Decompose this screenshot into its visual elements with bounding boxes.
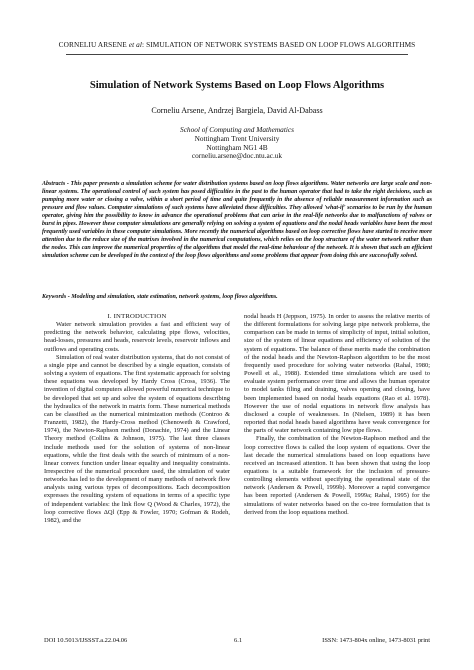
abstract-text: - This paper presents a simulation scheme for water distribution systems based on loop flows algorithms. Water networks are large scale and non-linear systems. The operational control of such system has posed difficulties in the past to the human operator that had to take the right decisions, such as pumping more water or closing a valve, within a short period of time and quite frequently in the absence of reliable measurement information such as pressure and flow values. Computer simulations of such systems have alleviated these difficulties. They allowed 'what-if' scenarios to be run by the human operator, giving him the possibility to know in advance the operational problems that can arise in the real-life networks due to malfunctions of valves or burst in pipes. However these computer simulations are generally relying on solving a system of equations and the nodal heads variables have been the most frequently used variables in these computer simulations. More recently the numerical algorithms based on loop corrective flows have started to receive more attention due to the reduce size of the matrixes involved in the numerical computations, which relies on the loop structure of the water network rather than the nodes. This can improve the numerical properties of the algorithms that model the real-time behaviour of the network. It is shown that such an efficient simulation scheme can be developed in the context of the loop flows algorithms and some problems that appear from doing this are successfully solved. — [42, 181, 432, 260]
section-heading-introduction: I. INTRODUCTION — [107, 313, 167, 320]
running-head-author: CORNELIU ARSENE — [58, 40, 129, 49]
keywords: Keywords - Modeling and simulation, state estimation, network systems, loop flows algorithms. — [42, 294, 278, 300]
footer-issn: ISSN: 1473-804x online, 1473-8031 print — [322, 637, 430, 644]
right-column — [244, 313, 430, 517]
footer-doi: DOI 10.5013/IJSSST.a.22.04.06 — [44, 637, 128, 644]
affiliation-university: Nottingham Trent University — [194, 133, 280, 143]
running-head — [0, 40, 474, 49]
affiliation-city: Nottingham NG1 4B — [206, 142, 268, 152]
paper-title: Simulation of Network Systems Based on Loop Flows Algorithms — [89, 80, 385, 91]
affiliation-school: School of Computing and Mathematics — [180, 125, 294, 134]
running-head-rest: : SIMULATION OF NETWORK SYSTEMS BASED ON LOOP FLOWS ALGORITHMS — [142, 40, 416, 49]
body-paragraph: Water network simulation provides a fast and efficient way of predicting the network behavior, calculating pipe flows, velocities, head-losses, pressures and heads, reservoir levels, reservoir inflows and outflows and operating costs. — [44, 321, 230, 353]
body-paragraph: Finally, the combination of the Newton-Raphson method and the loop corrective flows is called the loop system of equations. Over the last decade the numerical simulations based on loop equations have received an increased attention. It has been shown that using the loop equations is a suitable framework for the inclusion of pressure-controlling elements without specifying the operational state of the network (Andersen & Powell, 1999b). Moreover a rapid convergence has been reported (Andersen & Powell, 1999a; Rahal, 1995) for the simulations of water networks based on the co-tree formulation that is derived from the loop equations method. — [244, 435, 430, 516]
header-rule — [66, 54, 408, 55]
author-list: Corneliu Arsene, Andrzej Bargiela, David Al-Dabass — [151, 106, 323, 115]
body-paragraph: nodal heads H (Jeppson, 1975). In order to assess the relative merits of the different formulations for solving large pipe network problems, the comparison can be made in terms of simplicity of input, initial solution, size of the system of linear equations and efficiency of solution of the system of equations. The balance of these merits made the combination of the nodal heads and the Newton-Raphson algorithm to be the most frequently used procedure for solving water networks (Rahal, 1980; Powell et al., 1988). Extended time simulations which are used to evaluate system performance over time and allows the human operator to model tanks filing and draining, valves opening and closing, have been implemented based on nodal heads equations (Rao et al. 1978). However the use of nodal equations in network flow analysis has disclosed a couple of weaknesses. In (Nielsen, 1989) it has been reported that nodal heads based algorithms have weak convergence for the parts of water network containing low pipe flows. — [244, 313, 430, 435]
running-head-etal: et al — [128, 40, 143, 49]
abstract — [42, 180, 432, 260]
left-column — [44, 313, 230, 525]
affiliation-block — [0, 126, 474, 161]
abstract-label: Abstracts — [42, 181, 66, 187]
author-email: corneliu.arsene@doc.ntu.ac.uk — [191, 151, 283, 161]
body-paragraph: Simulation of real water distribution systems, that do not consist of a single pipe and cannot be described by a single equation, consists of solving a system of equations. The first systematic approach for solving these equations was developed by Hardy Cross (Cross, 1936). The invention of digital computers allowed powerful numerical technique to be developed that set up and solve the system of equations describing the hydraulics of the network in matrix form. These numerical methods can be classified as the numerical minimization methods (Controo & Franzetti, 1982), the Hardy-Cross method (Chenoweth & Crawford, 1974), the Newton-Raphson method (Donachie, 1974) and the Linear Theory method (Collins & Johnson, 1975). The last three classes include methods used for the solution of systems of non-linear equations, while the first deals with the search of minimum of a non-linear convex function under linear equality and inequality constraints. Irrespective of the numerical procedure used, the simulation of water networks has led to the development of many methods of network flow analysis using various types of decompositions. Each decomposition expresses the resulting system of equations in terms of a specific type of independent variables: the link flow Q (Wood & Charles, 1972), the loop corrective flows ΔQl (Epp & Fowler, 1970; Gofman & Rodeh, 1982), and the — [44, 353, 230, 524]
footer-page-number: 6.1 — [234, 637, 243, 644]
